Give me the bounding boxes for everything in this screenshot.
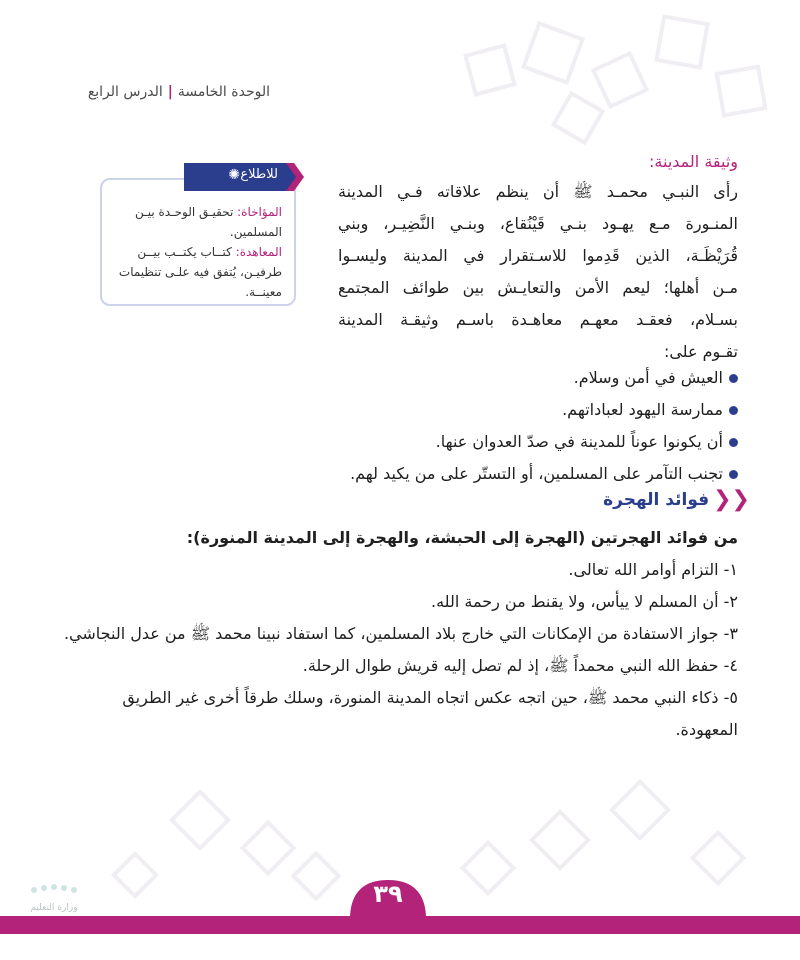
- bullet-list: [138, 362, 738, 490]
- paragraph-line: مـن أهلها؛ ليعم الأمن والتعايـش بين طوائف المجتمع: [338, 278, 738, 297]
- bullet-dot-icon: [729, 374, 738, 383]
- info-definition: كتــاب يكتــب بيــن طرفيـن، يُتفق فيه علـى تنظيمات معينــة.: [118, 245, 282, 299]
- bullet-dot-icon: [729, 438, 738, 447]
- benefits-list: [58, 522, 738, 746]
- benefits-heading-label: فوائد الهجرة: [603, 490, 710, 510]
- ministry-logo-mark: [24, 880, 84, 900]
- benefit-item: ٣- جواز الاستفادة من الإمكانات التي خارج بلاد المسلمين، كما استفاد نبينا محمد ﷺ من عدل النجاشي.: [63, 624, 738, 643]
- ministry-label: وزارة التعليم: [30, 903, 78, 913]
- bullet-item: [138, 362, 738, 394]
- section-title: وثيقة المدينة:: [649, 152, 738, 171]
- paragraph-line: تقـوم على:: [663, 342, 738, 361]
- double-chevron-icon: ❮❮: [713, 487, 750, 512]
- info-term: المعاهدة:: [235, 245, 282, 259]
- benefit-item: ٤- حفظ الله النبي محمداً ﷺ، إذ لم تصل إليه قريش طوال الرحلة.: [302, 656, 738, 675]
- paragraph-line: رأى النبـي محمـد ﷺ أن ينظم علاقاته فـي المدينة: [338, 182, 738, 201]
- bullet-text: أن يكونوا عوناً للمدينة في صدّ العدوان عنها.: [435, 432, 723, 451]
- bullet-text: ممارسة اليهود لعباداتهم.: [562, 400, 723, 419]
- bullet-item: [138, 458, 738, 490]
- benefit-item: ٥- ذكاء النبي محمد ﷺ، حين اتجه عكس اتجاه المدينة المنورة، وسلك طرقاً أخرى غير الطريق المعهودة.: [122, 688, 738, 739]
- page-header: [88, 84, 270, 100]
- benefit-item: ٢- أن المسلم لا ييأس، ولا يقنط من رحمة الله.: [431, 592, 738, 611]
- benefits-lead: من فوائد الهجرتين (الهجرة إلى الحبشة، والهجرة إلى المدينة المنورة):: [186, 528, 738, 547]
- bullet-dot-icon: [729, 406, 738, 415]
- paragraph-line: المنـورة مـع يهـود بنـي قَيْنُقاع، وبنـي النَّضِيـر، وبني: [338, 214, 738, 233]
- benefit-item: ١- التزام أوامر الله تعالى.: [568, 560, 738, 579]
- section-paragraph: [338, 176, 738, 368]
- info-entry-1: [112, 202, 282, 242]
- paragraph-line: بسـلام، فعقـد معهـم معاهـدة باسـم وثيقـة المدينة: [338, 310, 738, 329]
- info-definition: تحقيـق الوحـدة بيـن المسلمين.: [135, 205, 282, 239]
- header-separator: |: [167, 84, 173, 100]
- info-tag: [184, 163, 304, 191]
- bullet-item: [138, 394, 738, 426]
- info-tag-label: للاطلاع: [240, 167, 278, 182]
- info-box: [100, 178, 296, 306]
- bullet-dot-icon: [729, 470, 738, 479]
- info-term: المؤاخاة:: [237, 205, 282, 219]
- lesson-label: الدرس الرابع: [87, 84, 163, 100]
- bullet-item: [138, 426, 738, 458]
- unit-label: الوحدة الخامسة: [177, 84, 270, 100]
- bullet-text: العيش في أمن وسلام.: [573, 368, 723, 387]
- info-entry-2: [112, 242, 282, 302]
- page-number: ٣٩: [373, 880, 403, 908]
- bullet-text: تجنب التآمر على المسلمين، أو التستّر على من يكيد لهم.: [350, 464, 723, 483]
- ministry-logo: [14, 880, 94, 913]
- lightbulb-icon: ✺: [228, 167, 240, 183]
- paragraph-line: قُرَيْظَـة، الذين قَدِموا للاسـتقرار في المدينة وليسـوا: [338, 246, 738, 265]
- benefits-heading: [603, 489, 750, 511]
